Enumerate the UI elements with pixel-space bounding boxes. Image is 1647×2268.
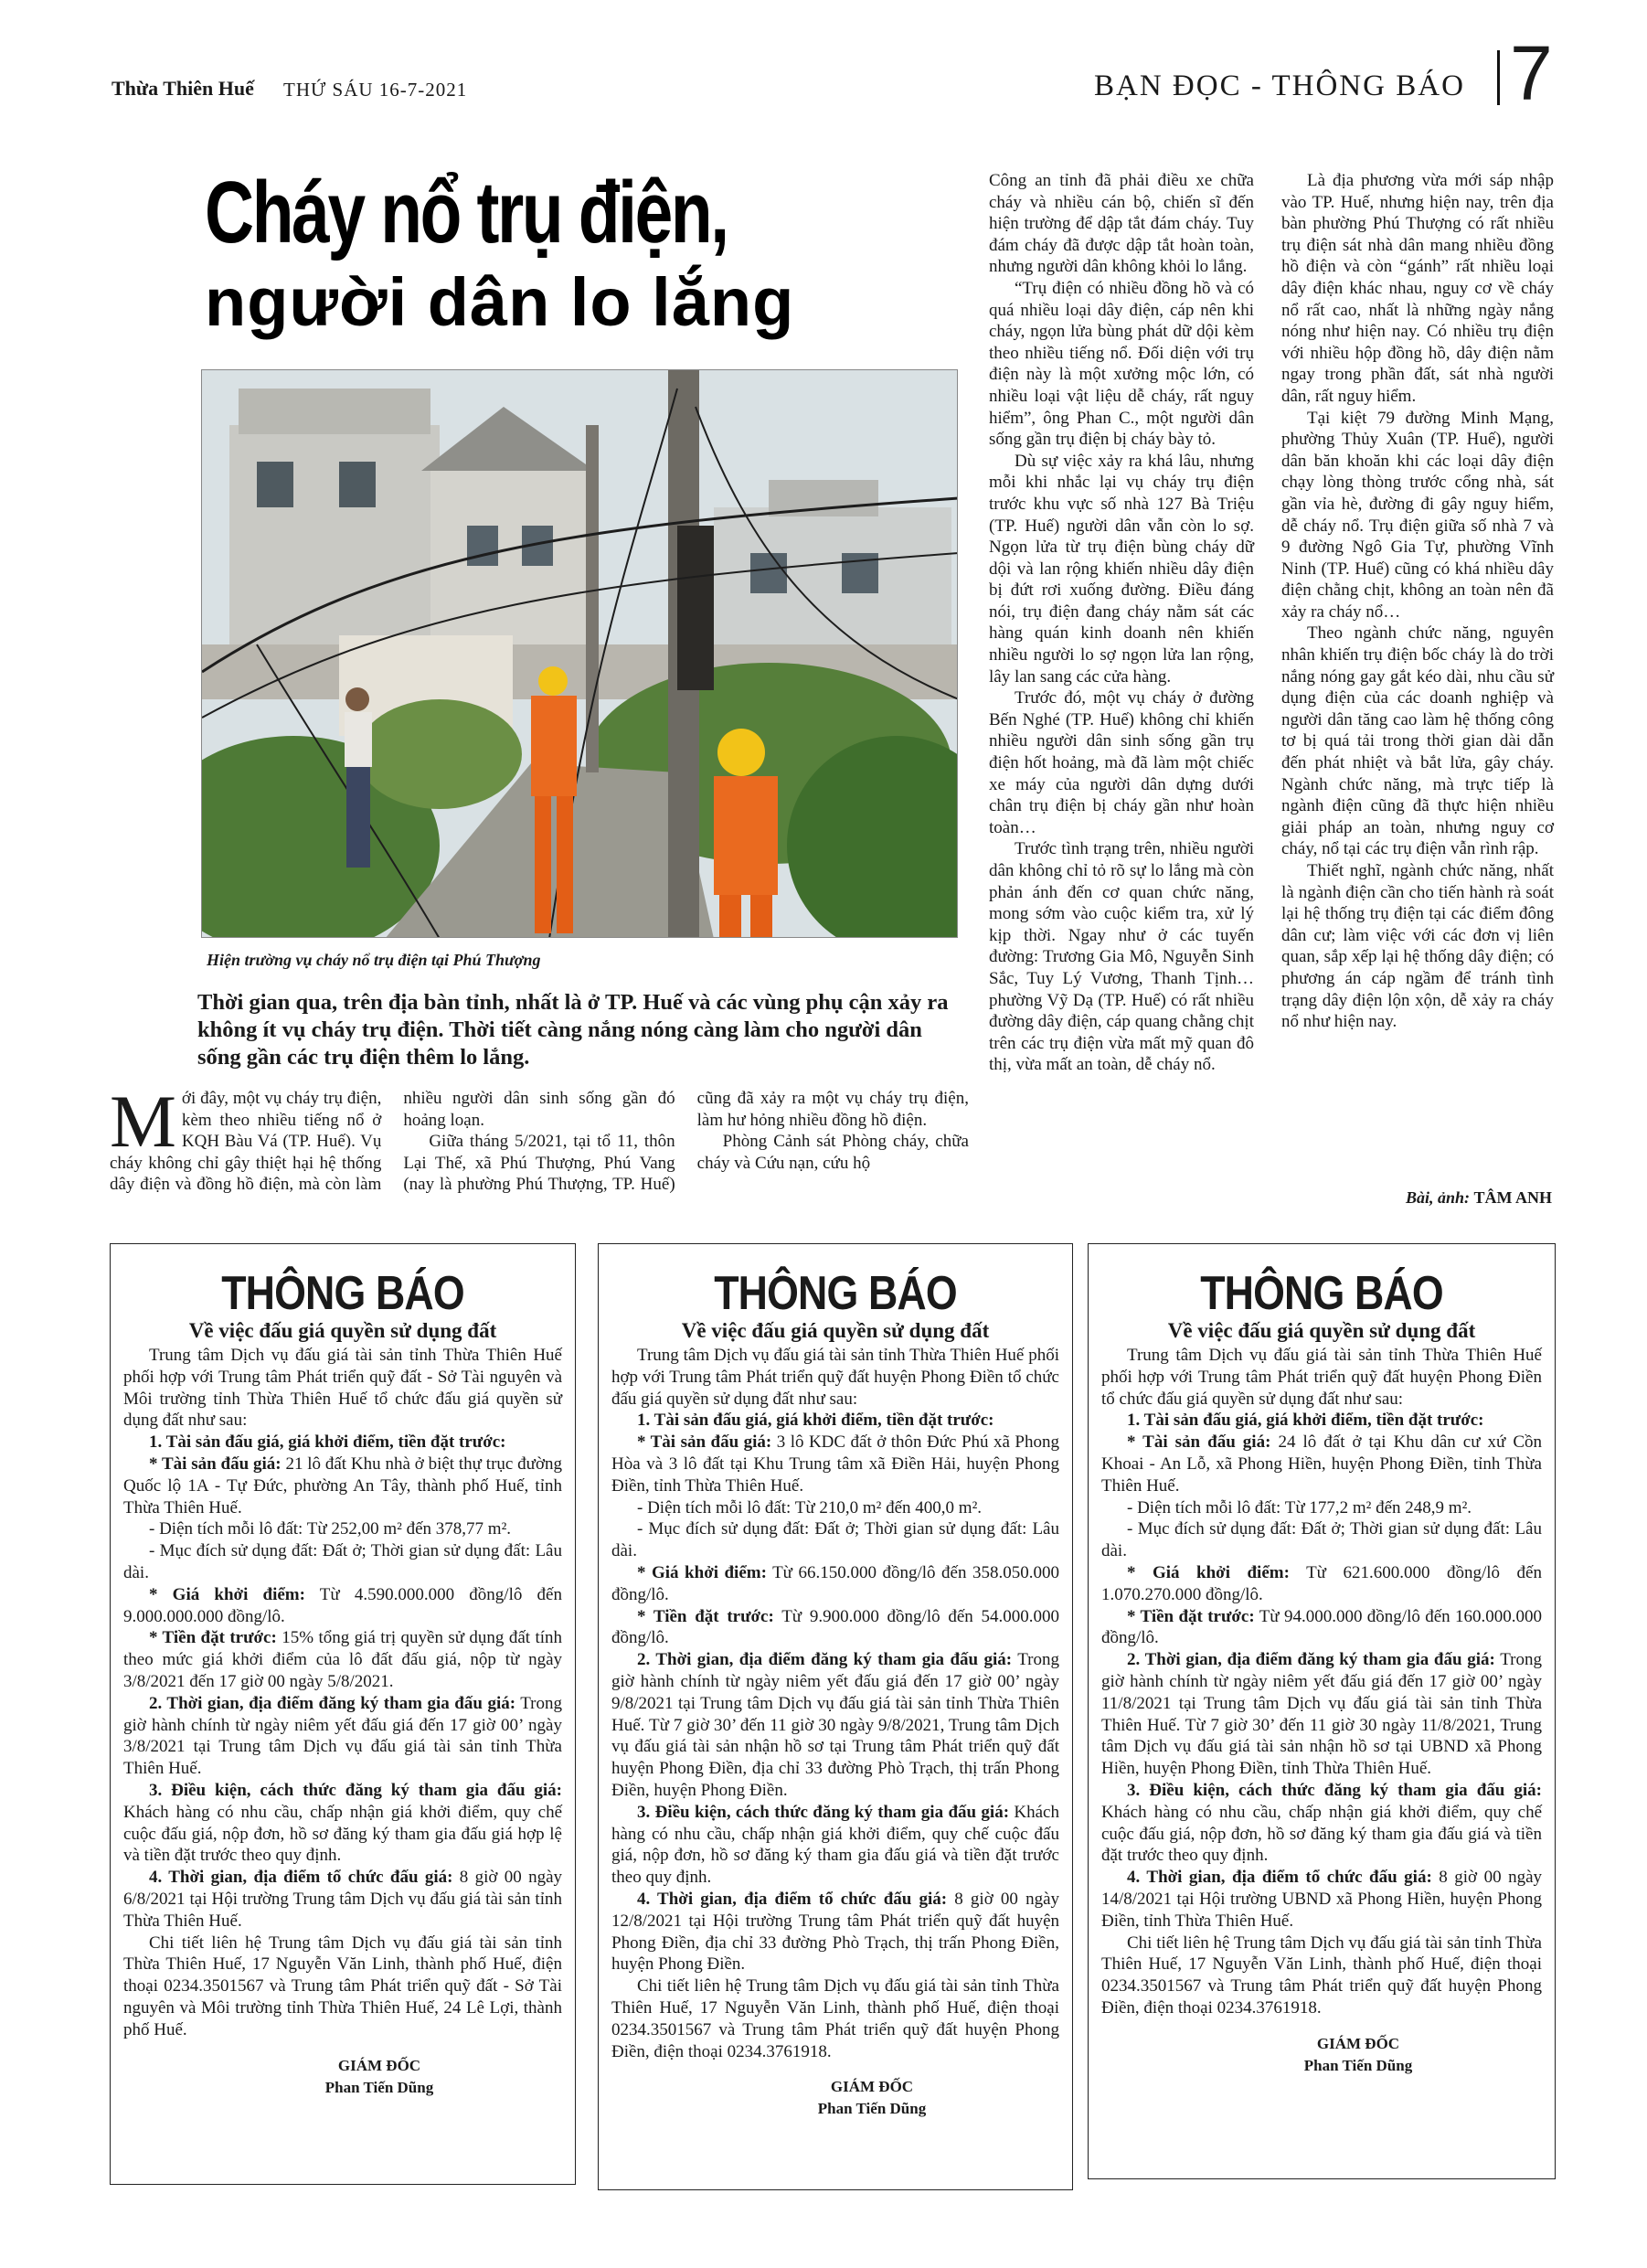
notice-deposit: * Tiền đặt trước: Từ 94.000.000 đồng/lô đến 160.000.000 đồng/lô. [1101,1606,1542,1648]
page-number: 7 [1510,30,1553,116]
notice-title: THÔNG BÁO [221,1267,464,1320]
photo-caption: Hiện trường vụ cháy nổ trụ điện tại Phú Thượng [207,951,541,969]
notice-conditions: 3. Điều kiện, cách thức đăng ký tham gia đấu giá: Khách hàng có nhu cầu, chấp nhận giá khởi điểm, quy chế cuộc đấu giá, nộp đơn, hồ sơ đăng ký tham gia đấu giá và tiền đặt trước theo quy định. [1101,1780,1542,1866]
article-paragraph: Phòng Cảnh sát Phòng cháy, chữa cháy và Cứu nạn, cứu hộ [696,1132,969,1173]
notice-registration: 2. Thời gian, địa điểm đăng ký tham gia đấu giá: Trong giờ hành chính từ ngày niêm yết đấu giá đến 17 giờ 00’ ngày 11/8/2021 tại Trung tâm Dịch vụ đấu giá tài sản tỉnh Thừa Thiên Huế. Từ 7 giờ 30’ đến 11 giờ 30 ngày 11/8/2021, Trung tâm Dịch vụ đấu giá tài sản nhận hồ sơ tại UBND xã Phong Hiền, huyện Phong Điền, tỉnh Thừa Thiên Huế. [1101,1650,1542,1779]
article-paragraph: Mới đây, một vụ cháy trụ điện, kèm theo nhiều tiếng nổ ở KQH Bàu Vá (TP. Huế). Vụ cháy không chỉ gây thiệt hại hệ thống dây điện và đồng hồ điện, mà còn làm nhiều người dân sinh sống gần đó hoảng loạn. [110,1080,675,1194]
notice-conditions: 3. Điều kiện, cách thức đăng ký tham gia đấu giá: Khách hàng có nhu cầu, chấp nhận giá khởi điểm, quy chế cuộc đấu giá, nộp đơn, hồ sơ đăng ký tham gia đấu giá hợp lệ và tiền đặt trước theo quy định. [123,1780,562,1866]
notice-intro: Trung tâm Dịch vụ đấu giá tài sản tỉnh Thừa Thiên Huế phối hợp với Trung tâm Phát triển quỹ đất huyện Phong Điền tổ chức đấu giá quyền sử dụng đất như sau: [611,1346,1059,1409]
article-body-start [110,1080,969,1216]
article-byline [1406,1188,1552,1208]
notice-registration: 2. Thời gian, địa điểm đăng ký tham gia đấu giá: Trong giờ hành chính từ ngày niêm yết đấu giá đến 17 giờ 00’ ngày 9/8/2021 tại Trung tâm Dịch vụ đấu giá tài sản tỉnh Thừa Thiên Huế. Từ 7 giờ 30’ đến 11 giờ 30 ngày 9/8/2021, Trung tâm Dịch vụ đấu giá tài sản nhận hồ sơ tại Trung tâm Phát triển quỹ đất huyện Phong Điền, địa chỉ 33 đường Phò Trạch, thị trấn Phong Điền, huyện Phong Điền. [611,1650,1059,1800]
notice-asset: * Tài sản đấu giá: 21 lô đất Khu nhà ở biệt thự trục đường Quốc lộ 1A - Tự Đức, phường An Tây, thành phố Huế, tỉnh Thừa Thiên Huế. [123,1453,562,1517]
auction-notice-3 [1088,1243,1556,2179]
notice-asset: * Tài sản đấu giá: 24 lô đất ở tại Khu dân cư xứ Cồn Khoai - An Lỗ, xã Phong Hiền, huyện Phong Điền, tỉnh Thừa Thiên Huế. [1101,1432,1543,1496]
notice-auction-time: 4. Thời gian, địa điểm tổ chức đấu giá: 8 giờ 00 ngày 14/8/2021 tại Hội trường UBND xã Phong Hiền, huyện Phong Điền, tỉnh Thừa Thiên Huế. [1101,1868,1542,1931]
notice-purpose: - Mục đích sử dụng đất: Đất ở; Thời gian sử dụng đất: Lâu dài. [123,1541,562,1582]
notice-registration: 2. Thời gian, địa điểm đăng ký tham gia đấu giá: Trong giờ hành chính từ ngày niêm yết đấu giá đến 17 giờ 00’ ngày 3/8/2021 tại Trung tâm Dịch vụ đấu giá tài sản tỉnh Thừa Thiên Huế. [123,1693,562,1779]
notice-contact: Chi tiết liên hệ Trung tâm Dịch vụ đấu giá tài sản tỉnh Thừa Thiên Huế, 17 Nguyễn Văn Linh, thành phố Huế, điện thoại 0234.3501567 và Trung tâm Phát triển quỹ đất - Sở Tài nguyên và Môi trường tỉnh Thừa Thiên Huế, 24 Lê Lợi, thành phố Huế. [123,1933,562,2039]
issue-date: THỨ SÁU 16-7-2021 [283,79,468,101]
byline-label: Bài, ảnh: [1405,1188,1470,1207]
section-title: BẠN ĐỌC - THÔNG BÁO [1094,69,1465,102]
notice-subtitle: Về việc đấu giá quyền sử dụng đất [188,1319,497,1342]
notice-intro: Trung tâm Dịch vụ đấu giá tài sản tỉnh Thừa Thiên Huế phối hợp với Trung tâm Phát triển quỹ đất - Sở Tài nguyên và Môi trường tỉnh Thừa Thiên Huế tổ chức đấu giá quyền sử dụng đất như sau: [123,1346,562,1431]
notice-contact: Chi tiết liên hệ Trung tâm Dịch vụ đấu giá tài sản tỉnh Thừa Thiên Huế, 17 Nguyễn Văn Linh, thành phố Huế, điện thoại 0234.3501567 và Trung tâm Phát triển quỹ đất huyện Phong Điền, điện thoại 0234.3761918. [1101,1933,1542,2018]
byline-author: TÂM ANH [1473,1188,1552,1207]
article-paragraph: Trước tình trạng trên, nhiều người dân không chỉ tỏ rõ sự lo lắng mà còn phản ánh đến cơ quan chức năng, mong sớm vào cuộc kiểm tra, xử lý kịp thời. Ngay như ở các tuyến đường: Trương Gia Mô, Nguyễn Sinh Sắc, Tuy Lý Vương, Thanh Tịnh… phường Vỹ Dạ (TP. Huế) có rất nhiều đường dây điện, cáp quang chằng chịt trên các trụ điện vừa mất mỹ quan đô thị, vừa mất an toàn, dễ cháy nổ. [989,839,1254,1075]
notice-auction-time: 4. Thời gian, địa điểm tổ chức đấu giá: 8 giờ 00 ngày 6/8/2021 tại Hội trường Trung tâm Dịch vụ đấu giá tài sản tỉnh Thừa Thiên Huế. [123,1868,562,1931]
notice-price: * Giá khởi điểm: Từ 4.590.000.000 đồng/lô đến 9.000.000.000 đồng/lô. [123,1584,562,1626]
notice-section-heading: 1. Tài sản đấu giá, giá khởi điểm, tiền đặt trước: [637,1411,994,1431]
notice-signer-title: GIÁM ĐỐC [337,2056,421,2074]
drop-cap: M [110,1080,176,1163]
notice-section-heading: 1. Tài sản đấu giá, giá khởi điểm, tiền đặt trước: [1127,1411,1484,1431]
notice-price: * Giá khởi điểm: Từ 66.150.000 đồng/lô đến 358.050.000 đồng/lô. [611,1562,1059,1604]
photo-illustration [202,370,958,938]
notice-signer-name: Phan Tiến Dũng [1303,2056,1413,2074]
notice-subtitle: Về việc đấu giá quyền sử dụng đất [681,1319,990,1342]
auction-notice-2 [598,1243,1073,2190]
article-paragraph: Theo ngành chức năng, nguyên nhân khiến trụ điện bốc cháy là do trời nắng nóng gay gắt kéo dài, nhu cầu sử dụng điện của các doanh nghiệp và người dân tăng cao làm hệ thống công tơ bị quá tải trong thời gian dài dẫn đến phát nhiệt và bắt lửa, gây cháy. Ngành chức năng, mà trực tiếp là ngành điện cũng đã thực hiện nhiều giải pháp an toàn, nhưng nguy cơ cháy, nổ tại các trụ điện vẫn rình rập. [1281,623,1554,859]
notice-signer-name: Phan Tiến Dũng [324,2078,434,2096]
notice-deposit: * Tiền đặt trước: 15% tổng giá trị quyền sử dụng đất tính theo mức giá khởi điểm của lô đất đấu giá, nộp từ ngày 3/8/2021 đến 17 giờ 00 ngày 5/8/2021. [123,1628,563,1691]
notice-signer-title: GIÁM ĐỐC [830,2078,914,2096]
notice-area: - Diện tích mỗi lô đất: Từ 252,00 m² đến 378,77 m². [149,1519,512,1539]
notice-deposit: * Tiền đặt trước: Từ 9.900.000 đồng/lô đến 54.000.000 đồng/lô. [611,1606,1059,1648]
notice-title: THÔNG BÁO [714,1267,957,1320]
article-column-b [1281,170,1554,1033]
article-column-a [989,170,1254,1076]
notice-subtitle: Về việc đấu giá quyền sử dụng đất [1167,1319,1476,1342]
auction-notice-1 [110,1243,576,2185]
article-paragraph: Thiết nghĩ, ngành chức năng, nhất là ngành điện cần cho tiến hành rà soát lại hệ thống trụ điện tại các điểm đông dân cư; làm việc với các đơn vị liên quan, sắp xếp lại hệ thống dây điện; có phương án cáp ngầm để tránh tình trạng dây điện lộn xộn, dễ xảy ra cháy nổ như hiện nay. [1281,861,1554,1032]
article-paragraph: Giữa tháng 5/2021, tại tổ 11, thôn Lại Thế, xã Phú Thượng, Phú Vang (nay là phường Phú Thượng, TP. Huế) cũng đã xảy ra một vụ cháy trụ điện, làm hư hỏng nhiều đồng hồ điện. [403,1089,969,1194]
notice-signer-name: Phan Tiến Dũng [817,2100,927,2118]
article-lead: Thời gian qua, trên địa bàn tỉnh, nhất là ở TP. Huế và các vùng phụ cận xảy ra không ít vụ cháy trụ điện. Thời tiết càng nắng nóng càng làm cho người dân sống gần các trụ điện thêm lo lắng. [197,990,949,1070]
article-photo [201,369,958,938]
notice-contact: Chi tiết liên hệ Trung tâm Dịch vụ đấu giá tài sản tỉnh Thừa Thiên Huế, 17 Nguyễn Văn Linh, thành phố Huế, điện thoại 0234.3501567 và Trung tâm Phát triển quỹ đất huyện Phong Điền, điện thoại 0234.3761918. [611,1976,1059,2061]
header-divider [1497,50,1500,105]
newspaper-name: Thừa Thiên Huế [112,77,254,100]
article-paragraph: Trước đó, một vụ cháy ở đường Bến Nghé (TP. Huế) không chỉ khiến nhiều người dân sinh sống gần trụ điện hốt hoảng, mà đã làm một chiếc xe máy của người dân dựng dưới chân trụ điện bị cháy gần như hoàn toàn… [989,688,1254,837]
notice-asset: * Tài sản đấu giá: 3 lô KDC đất ở thôn Đức Phú xã Phong Hòa và 3 lô đất tại Khu Trung tâm xã Điền Hải, huyện Phong Điền, tỉnh Thừa Thiên Huế. [611,1432,1059,1496]
article-paragraph: Tại kiệt 79 đường Minh Mạng, phường Thủy Xuân (TP. Huế), người dân băn khoăn khi các loại dây điện chạy lòng thòng trước cổng nhà, sát gần vỉa hè, đường đi gây nguy hiểm, dễ cháy nổ. Trụ điện giữa số nhà 7 và 9 đường Ngô Gia Tự, phường Vĩnh Ninh (TP. Huế) cũng có khá nhiều dây điện chằng chịt, không an toàn nên đã xảy ra cháy nổ… [1281,408,1554,622]
article-paragraph: Dù sự việc xảy ra khá lâu, nhưng mỗi khi nhắc lại vụ cháy trụ điện trước khu vực số nhà 127 Bà Triệu (TP. Huế) người dân vẫn còn lo sợ. Ngọn lửa từ trụ điện bùng cháy dữ dội và lan rộng khiến nhiều dây điện bị đứt rơi xuống đường. Điều đáng nói, trụ điện đang cháy nằm sát các hàng quán kinh doanh nên khiến nhiều người lo sợ ngọn lửa lan rộng, lây lan sang các cửa hàng. [989,451,1254,687]
article-paragraph: “Trụ điện có nhiều đồng hồ và có quá nhiều loại dây điện, cáp nên khi cháy, ngọn lửa bùng phát dữ dội kèm theo nhiều tiếng nổ. Đối diện với trụ điện này là một xưởng mộc lớn, có nhiều loại vật liệu dễ cháy, rất nguy hiểm”, ông Phan C., một người dân sống gần trụ điện bị cháy bày tỏ. [989,278,1254,450]
notice-area: - Diện tích mỗi lô đất: Từ 210,0 m² đến 400,0 m². [637,1497,983,1517]
article-paragraph: Công an tỉnh đã phải điều xe chữa cháy và nhiều cán bộ, chiến sĩ đến hiện trường để dập tắt đám cháy. Tuy đám cháy đã được dập tắt hoàn toàn, nhưng người dân không khỏi lo lắng. [989,171,1254,277]
notice-conditions: 3. Điều kiện, cách thức đăng ký tham gia đấu giá: Khách hàng có nhu cầu, chấp nhận giá khởi điểm, quy chế cuộc đấu giá, nộp đơn, hồ sơ đăng ký tham gia đấu giá và tiền đặt trước theo quy định. [611,1802,1059,1888]
headline-line-1: Cháy nổ trụ điện, [205,164,728,261]
notice-title: THÔNG BÁO [1200,1267,1443,1320]
notice-auction-time: 4. Thời gian, địa điểm tổ chức đấu giá: 8 giờ 00 ngày 12/8/2021 tại Hội trường Trung tâm Phát triển quỹ đất huyện Phong Điền, địa chỉ 33 đường Phò Trạch, thị trấn Phong Điền, huyện Phong Điền. [611,1889,1059,1975]
notice-signer-title: GIÁM ĐỐC [1316,2034,1400,2052]
notice-purpose: - Mục đích sử dụng đất: Đất ở; Thời gian sử dụng đất: Lâu dài. [611,1519,1059,1561]
notice-purpose: - Mục đích sử dụng đất: Đất ở; Thời gian sử dụng đất: Lâu dài. [1101,1519,1542,1561]
notice-intro: Trung tâm Dịch vụ đấu giá tài sản tỉnh Thừa Thiên Huế phối hợp với Trung tâm Phát triển quỹ đất huyện Phong Điền tổ chức đấu giá quyền sử dụng đất như sau: [1101,1346,1542,1409]
article-headline [205,163,982,342]
headline-line-2: người dân lo lắng [205,264,795,340]
notice-price: * Giá khởi điểm: Từ 621.600.000 đồng/lô đến 1.070.270.000 đồng/lô. [1101,1562,1542,1604]
article-paragraph: Là địa phương vừa mới sáp nhập vào TP. Huế, nhưng hiện nay, trên địa bàn phường Phú Thượng có rất nhiều trụ điện sát nhà dân mang nhiều đồng hồ điện và còn “gánh” rất nhiều loại dây điện khác nhau, nguy cơ về cháy nổ rất cao, nhất là những ngày nắng nóng như hiện nay. Có nhiều trụ điện với nhiều hộp đồng hồ, dây điện nằm ngay trong phần đất, sát nhà người dân, rất nguy hiểm. [1281,171,1554,406]
notice-section-heading: 1. Tài sản đấu giá, giá khởi điểm, tiền đặt trước: [149,1432,506,1453]
notice-area: - Diện tích mỗi lô đất: Từ 177,2 m² đến 248,9 m². [1127,1497,1472,1517]
